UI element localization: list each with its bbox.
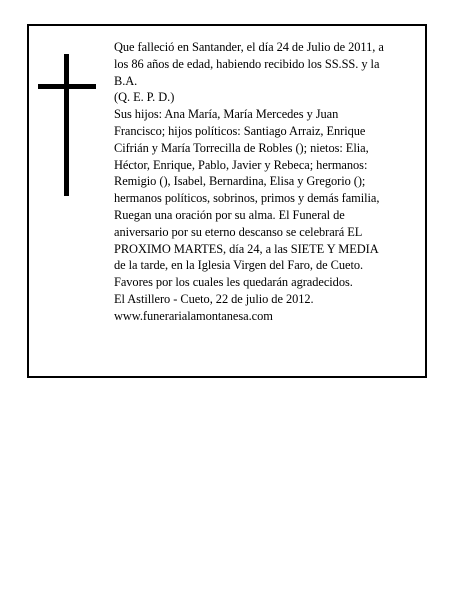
notice-line: PROXIMO MARTES, día 24, a las SIETE Y MEDIA bbox=[114, 241, 379, 256]
notice-line: Cifrián y María Torrecilla de Robles (); nietos: Elia, bbox=[114, 140, 369, 155]
website-link[interactable]: www.funerarialamontanesa.com bbox=[114, 308, 273, 323]
notice-line: Héctor, Enrique, Pablo, Javier y Rebeca; hermanos: bbox=[114, 157, 368, 172]
obituary-text bbox=[114, 39, 422, 325]
notice-line: los 86 años de edad, habiendo recibido los SS.SS. y la bbox=[114, 56, 380, 71]
notice-line: Que falleció en Santander, el día 24 de Julio de 2011, a bbox=[114, 40, 384, 54]
notice-line: Remigio (), Isabel, Bernardina, Elisa y Gregorio (); bbox=[114, 174, 366, 189]
notice-line: Francisco; hijos políticos: Santiago Arraiz, Enrique bbox=[114, 123, 366, 138]
notice-line: aniversario por su eterno descanso se celebrará EL bbox=[114, 224, 363, 239]
cross-horizontal-bar bbox=[38, 84, 96, 89]
notice-line: Favores por los cuales les quedarán agradecidos. bbox=[114, 275, 353, 290]
notice-line: Ruegan una oración por su alma. El Funeral de bbox=[114, 207, 345, 222]
notice-line: de la tarde, en la Iglesia Virgen del Faro, de Cueto. bbox=[114, 258, 364, 273]
notice-line: Sus hijos: Ana María, María Mercedes y Juan bbox=[114, 107, 339, 122]
notice-line: B.A. bbox=[114, 73, 138, 88]
notice-line: El Astillero - Cueto, 22 de julio de 2012. bbox=[114, 291, 314, 306]
notice-line: (Q. E. P. D.) bbox=[114, 90, 175, 105]
cross-vertical-bar bbox=[64, 54, 69, 196]
notice-line: hermanos políticos, sobrinos, primos y demás familia, bbox=[114, 191, 380, 206]
